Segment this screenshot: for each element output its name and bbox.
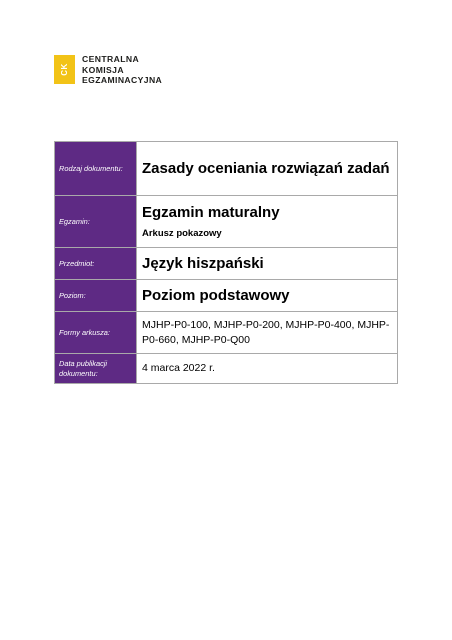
value-subject [137,248,398,280]
logo-line-3: EGZAMINACYJNA [82,75,163,85]
logo-line-2: KOMISJA [82,64,124,75]
row-subject [55,248,398,280]
cke-logo [54,54,162,86]
document-title: Zasady oceniania rozwiązań zadań [142,159,390,177]
level-name: Poziom podstawowy [142,286,290,304]
exam-subtitle: Arkusz pokazowy [142,228,222,239]
row-publication-date [55,354,398,384]
label-document-type: Rodzaj dokumentu: [55,142,137,196]
value-sheet-forms [137,312,398,354]
value-level [137,280,398,312]
cke-logo-wordmark [82,54,162,86]
label-subject: Przedmiot: [55,248,137,280]
row-exam [55,196,398,248]
value-exam [137,196,398,248]
cke-logo-mark [54,55,75,84]
row-document-type [55,142,398,196]
label-publication-date: Data publikacji dokumentu: [55,354,137,384]
label-sheet-forms: Formy arkusza: [55,312,137,354]
logo-line-1: CENTRALNA [82,54,140,64]
sheet-forms-list: MJHP-P0-100, MJHP-P0-200, MJHP-P0-400, MJHP-P0-660, MJHP-P0-Q00 [142,319,390,346]
label-level: Poziom: [55,280,137,312]
cke-logo-mark-text: CK [60,63,69,77]
value-publication-date [137,354,398,384]
row-sheet-forms [55,312,398,354]
value-document-type [137,142,398,196]
row-level [55,280,398,312]
subject-name: Język hiszpański [142,254,264,272]
exam-name: Egzamin maturalny [142,204,280,221]
label-exam: Egzamin: [55,196,137,248]
document-info-table [54,141,398,384]
publication-date: 4 marca 2022 r. [142,362,215,375]
